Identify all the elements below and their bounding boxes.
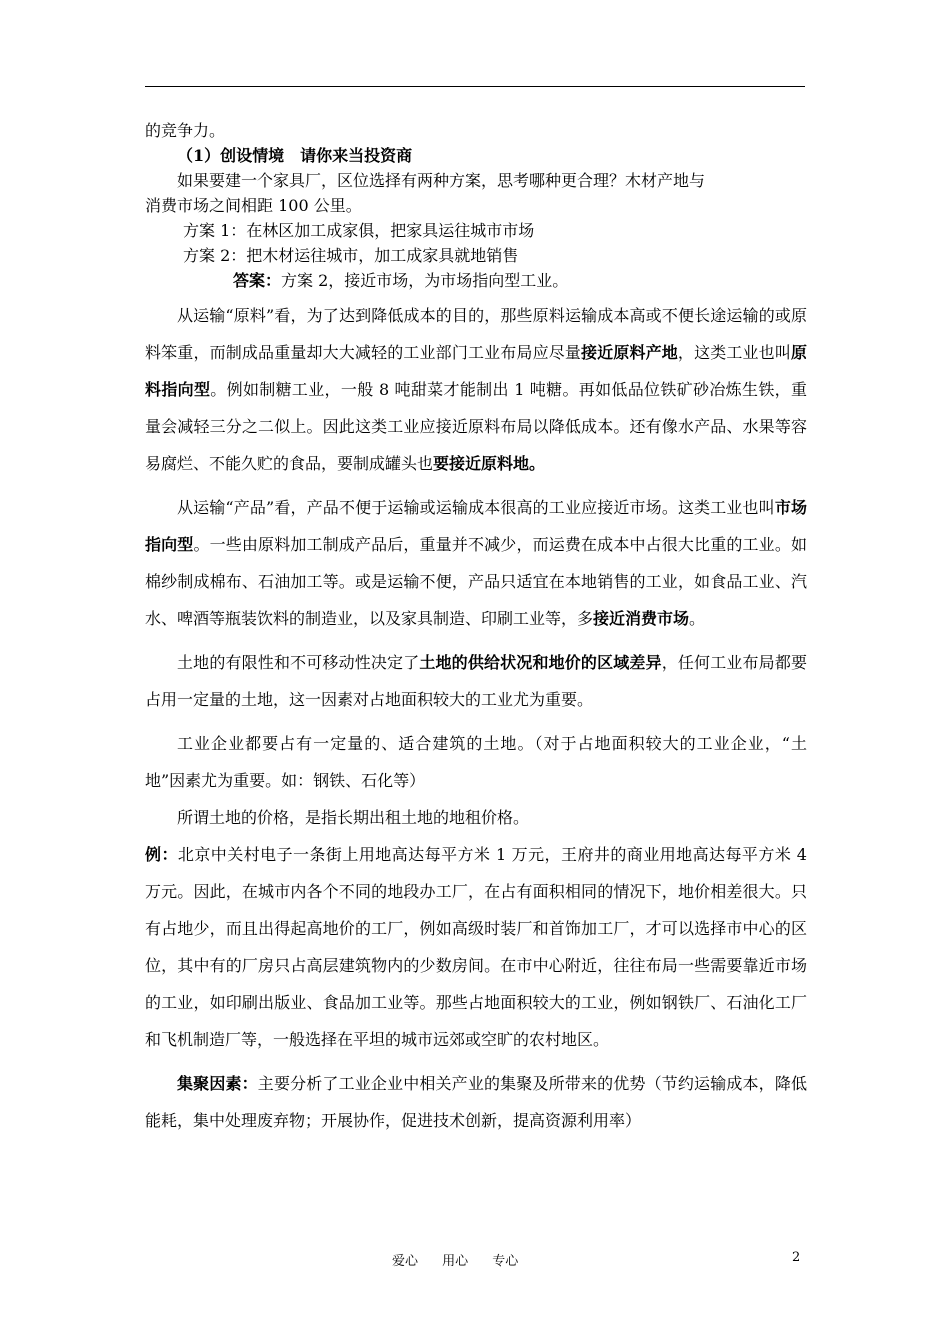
scenario-heading [145,143,807,168]
bold-term: 接近消费市场 [593,609,690,628]
bold-term: 接近原料产地 [581,343,678,362]
bold-term: 要接近原料地。 [433,454,546,473]
answer-line [145,268,807,293]
paragraph-land-use: 工业企业都要占有一定量的、适合建筑的土地。（对于占地面积较大的工业企业，“土地”因素尤为重要。如：钢铁、石化等） [145,734,807,790]
paragraph-raw-material [145,297,807,482]
scenario-block [145,118,807,293]
plan-1: 方案 1：在林区加工成家俱，把家具运往城市市场 [183,221,535,240]
text-run: 。 [689,609,706,628]
paragraph-land [145,644,807,718]
text-run: ，这类工业也叫 [677,343,791,362]
text-line: 如果要建一个家具厂，区位选择有两种方案，思考哪种更合理？木材产地与 [177,171,706,190]
example-label: 例： [145,845,178,864]
text-run: 。一些由原料加工制成产品后，重量并不减少，而运费在成本中占很大比重的工业。如棉纱制成棉布、石油加工等。或是运输不便，产品只适宜在本地销售的工业，如食品工业、汽水、啤酒等瓶装饮料的制造业，以及家具制造、印刷工业等，多 [145,535,807,628]
answer-label: 答案： [233,271,282,290]
text-line: 的竞争力。 [145,121,226,140]
page-body [145,118,807,1139]
text-run: ，任何工业布局都要占用一定量的土地，这一因素对占地面积较大的工业尤为重要。 [145,653,807,709]
agglomeration-label: 集聚因素： [177,1074,258,1093]
scenario-title: （1）创设情境 请你来当投资商 [177,146,413,165]
text-run: 从运输“原料”看，为了达到降低成本的目的，那些原料运输成本高或不便长途运输的或原料笨重，而制成品重量却大大减轻的工业部门工业布局应尽量 [145,306,807,362]
text-run: 主要分析了工业企业中相关产业的集聚及所带来的优势（节约运输成本，降低能耗，集中处理废弃物；开展协作，促进技术创新，提高资源利用率） [145,1074,807,1130]
plan-2: 方案 2：把木材运往城市，加工成家具就地销售 [183,246,519,265]
text-run: 从运输“产品”看，产品不便于运输或运输成本很高的工业应接近市场。这类工业也叫 [177,498,775,517]
bold-term: 原料指向型 [145,343,807,399]
paragraph-land-price: 所谓土地的价格，是指长期出租土地的地租价格。 [177,808,530,827]
paragraph-example [145,836,807,1058]
text-run: 北京中关村电子一条街上用地高达每平方米 1 万元，王府井的商业用地高达每平方米 4 万元。因此，在城市内各个不同的地段办工厂，在占有面积相同的情况下，地价相差很大。只有占地少，而且出得起高地价的工厂，例如高级时装厂和首饰加工厂，才可以选择市中心的区位，其中有的厂房只占高层建筑物内的少数房间。在市中心附近，往往布局一些需要靠近市场的工业，如印刷出版业、食品加工业等。那些占地面积较大的工业，例如钢铁厂、石油化工厂和飞机制造厂等，一般选择在平坦的城市远郊或空旷的农村地区。 [145,845,807,1049]
text-line: 消费市场之间相距 100 公里。 [145,196,362,215]
paragraph-agglomeration [145,1065,807,1139]
text-run: 。例如制糖工业，一般 8 吨甜菜才能制出 1 吨糖。再如低品位铁矿砂冶炼生铁，重量会减轻三分之二似上。因此这类工业应接近原料布局以降低成本。还有像水产品、水果等容易腐烂、不能久贮的食品，要制成罐头也 [145,380,807,473]
page-number: 2 [792,1250,801,1265]
header-rule [145,86,805,87]
bold-term: 土地的供给状况和地价的区域差异 [419,653,662,672]
paragraph-market [145,489,807,637]
text-run: 土地的有限性和不可移动性决定了 [177,653,420,672]
bold-term: 市场指向型 [145,498,807,554]
answer-text: 方案 2，接近市场，为市场指向型工业。 [281,271,569,290]
footer-slogan: 爱心 用心 专心 [392,1254,519,1269]
